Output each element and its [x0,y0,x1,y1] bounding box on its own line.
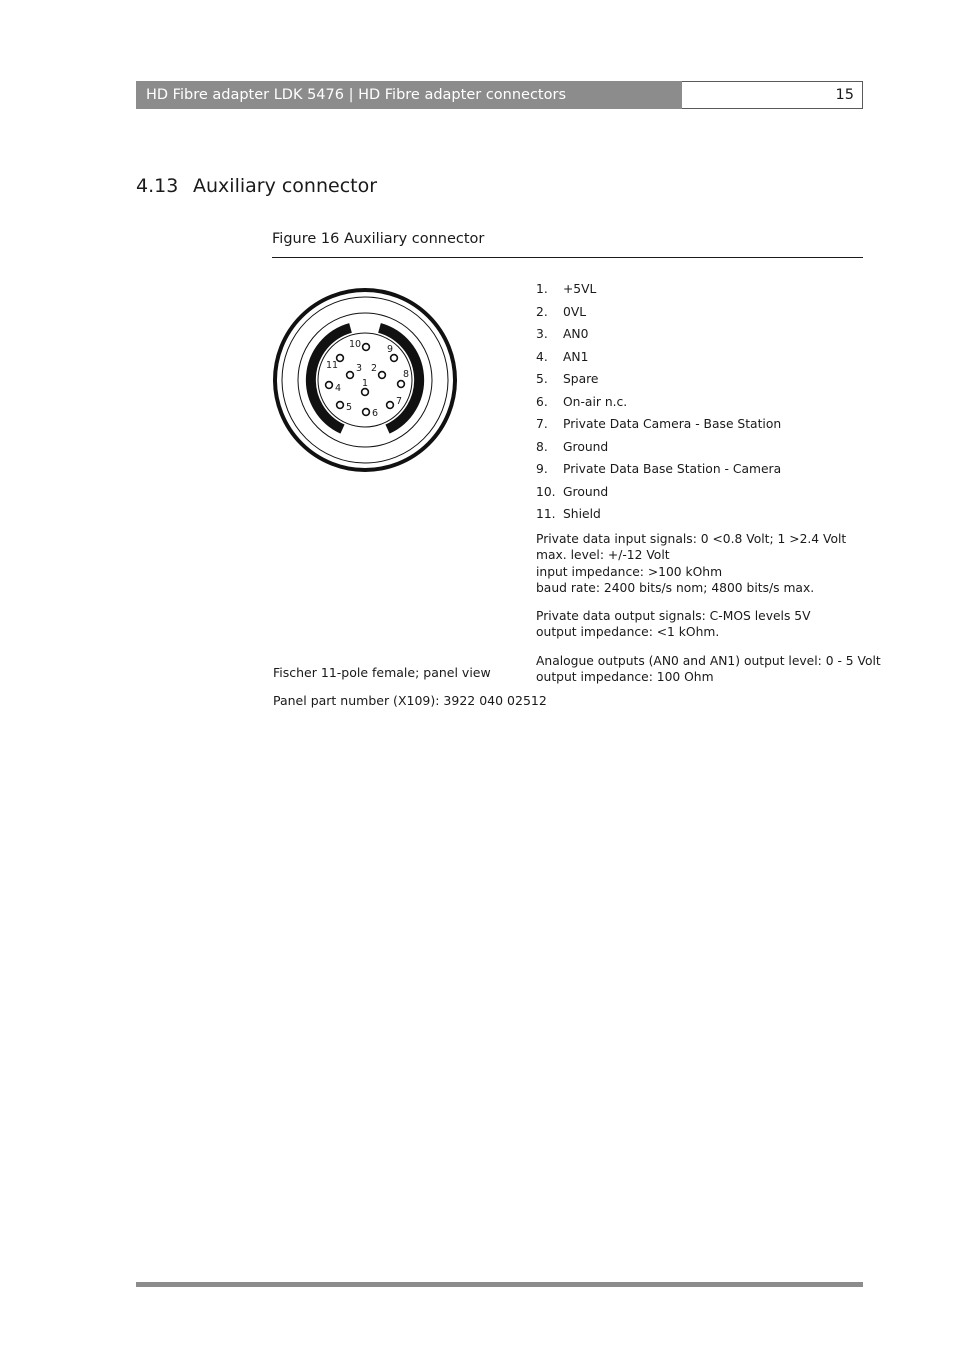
header-title: HD Fibre adapter LDK 5476 | HD Fibre adapter connectors [136,81,682,109]
pin-number: 11. [536,507,556,521]
pin-label-3: 3 [356,363,363,374]
output-signal-spec [536,608,811,641]
pin-hole-5 [337,402,344,409]
spec-line: baud rate: 2400 bits/s nom; 4800 bits/s max. [536,581,815,596]
pin-function: Shield [563,507,601,521]
pin-number: 10. [536,484,556,499]
connector-diagram [270,283,462,475]
pin-number: 5. [536,372,548,386]
pin-hole-9 [391,355,398,362]
pin-hole-1 [362,389,369,396]
connector-type-caption: Fischer 11-pole female; panel view [273,665,491,680]
pin-function: Private Data Base Station - Camera [563,462,782,476]
pin-number: 8. [536,439,548,454]
pin-hole-2 [379,372,386,379]
pin-function: +5VL [563,282,597,296]
pin-label-8: 8 [403,369,410,380]
pin-hole-6 [363,409,370,416]
spec-line: Analogue outputs (AN0 and AN1) output level: 0 - 5 Volt [536,654,881,668]
pin-label-6: 6 [372,408,379,419]
pin-function: AN1 [563,349,589,364]
spec-line: max. level: +/-12 Volt [536,548,670,563]
pin-hole-7 [387,402,394,409]
spec-line: output impedance: <1 kOhm. [536,625,720,640]
pin-label-9: 9 [387,344,394,355]
pin-number: 7. [536,417,548,431]
pin-number: 4. [536,349,548,364]
pin-hole-10 [363,344,370,351]
pin-label-7: 7 [396,396,403,407]
key-right [380,328,420,429]
pin-function: Ground [563,439,609,454]
analogue-output-spec [536,653,881,686]
pin-label-4: 4 [335,383,342,394]
pin-function: AN0 [563,327,589,341]
figure-caption: Figure 16 Auxiliary connector [272,231,485,247]
pin-function: Private Data Camera - Base Station [563,417,782,431]
spec-line: Private data output signals: C-MOS levels 5V [536,609,811,623]
pin-number: 6. [536,394,548,409]
pin-list-item [536,416,781,439]
pin-list-item [536,461,781,484]
pin-number: 1. [536,282,548,296]
section-number: 4.13 [136,175,179,197]
pin-label-10: 10 [349,339,362,350]
pin-list-item [536,326,781,349]
pin-list-item [536,506,781,529]
pin-list-item [536,439,781,462]
part-number-caption: Panel part number (X109): 3922 040 02512 [273,693,547,708]
pin-label-1: 1 [362,378,369,389]
pin-label-2: 2 [371,363,378,374]
pin-function: Spare [563,372,599,386]
pin-list-item [536,484,781,507]
section-heading [136,175,377,197]
pin-function: Ground [563,484,609,499]
pin-list-item [536,281,781,304]
pin-number: 2. [536,304,548,319]
pin-function: 0VL [563,304,587,319]
pin-hole-8 [398,381,405,388]
pin-list-item [536,371,781,394]
pin-list-item [536,394,781,417]
key-left [311,328,351,429]
input-signal-spec [536,531,846,597]
pin-list-item [536,349,781,372]
pin-list-item [536,304,781,327]
figure-rule [272,257,863,258]
spec-line: input impedance: >100 kOhm [536,564,723,579]
pin-label-11: 11 [326,360,339,371]
pin-hole-4 [326,382,333,389]
pin-label-5: 5 [346,402,353,413]
page-number: 15 [682,81,863,109]
spec-line: Private data input signals: 0 <0.8 Volt; 1 >2.4 Volt [536,532,847,546]
pin-hole-3 [347,372,354,379]
footer-bar [136,1282,863,1287]
pin-number: 3. [536,327,548,341]
page-header [136,81,863,109]
pin-function: On-air n.c. [563,394,628,409]
pin-list [536,281,781,529]
pin-number: 9. [536,462,548,476]
spec-line: output impedance: 100 Ohm [536,670,714,685]
section-title: Auxiliary connector [193,175,378,197]
